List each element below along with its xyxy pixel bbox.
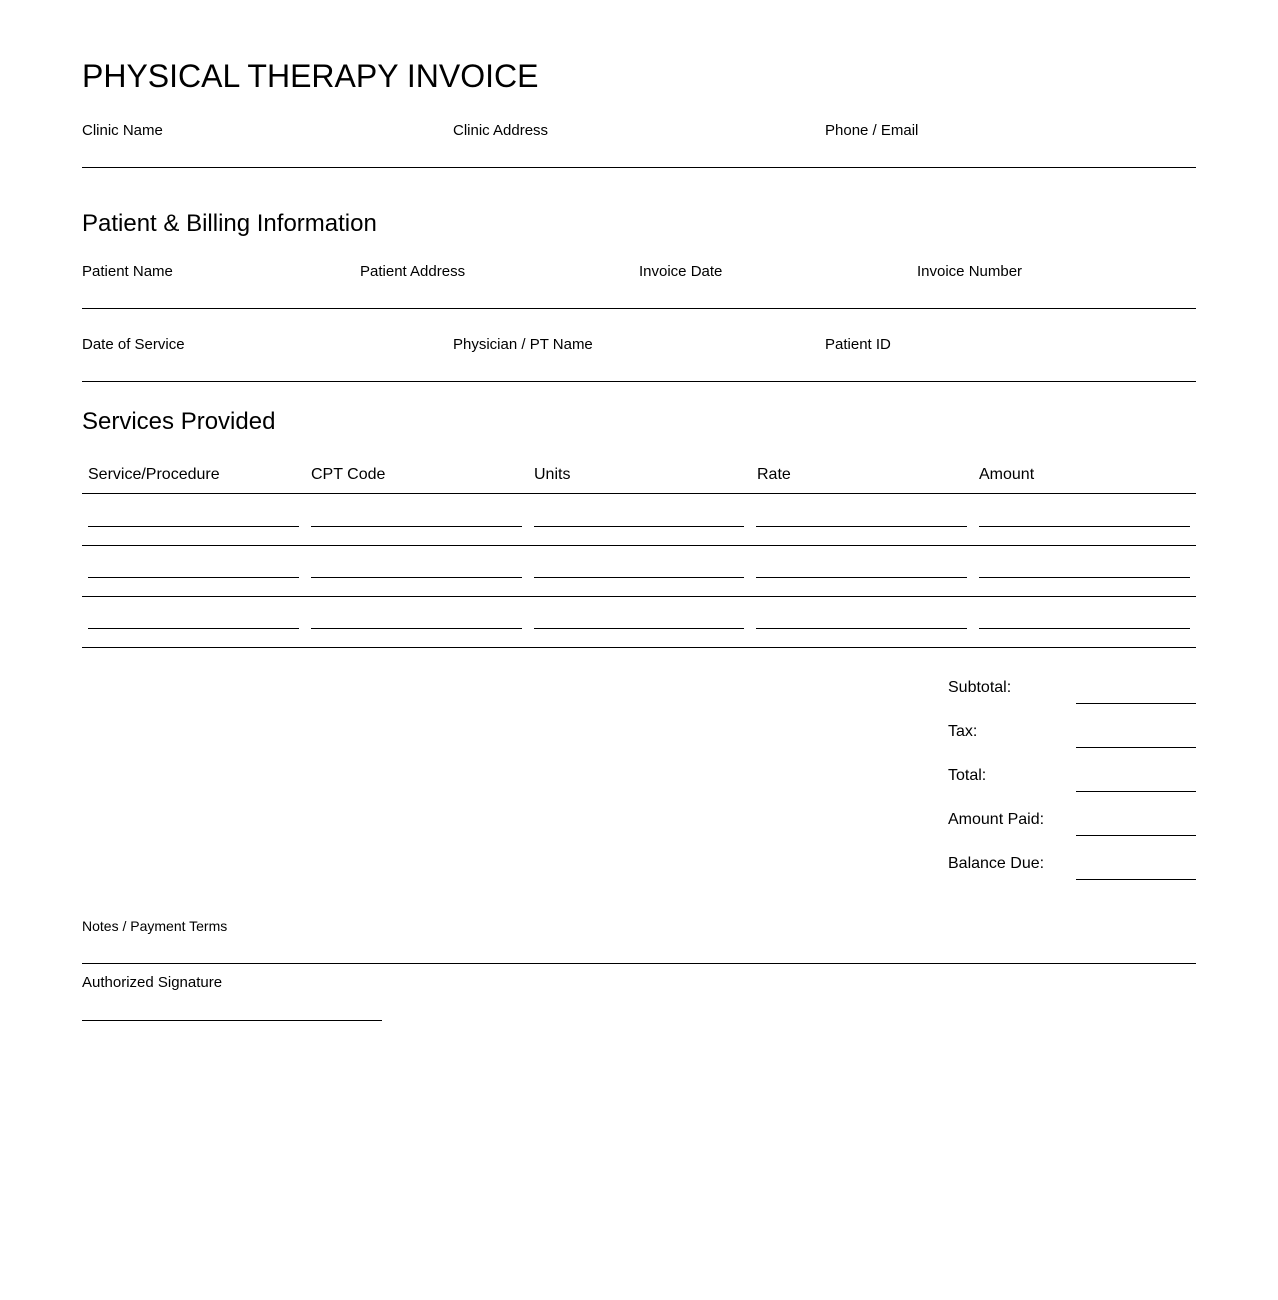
subtotal-input[interactable] bbox=[1076, 703, 1196, 704]
col-units: Units bbox=[534, 466, 571, 483]
invoice-number-field[interactable]: Invoice Number bbox=[917, 263, 1023, 280]
total-label: Total: bbox=[948, 767, 987, 784]
notes-field[interactable] bbox=[82, 917, 1196, 964]
signature-label: Authorized Signature bbox=[82, 974, 223, 991]
cpt-code-input[interactable] bbox=[311, 577, 522, 578]
service-input[interactable] bbox=[88, 526, 299, 527]
service-input[interactable] bbox=[88, 628, 299, 629]
patient-info-row-2 bbox=[82, 334, 1196, 382]
subtotal-label: Subtotal: bbox=[948, 679, 1012, 696]
clinic-address-field[interactable]: Clinic Address bbox=[453, 122, 549, 139]
tax-label: Tax: bbox=[948, 723, 978, 740]
patient-name-field[interactable]: Patient Name bbox=[82, 263, 173, 280]
tax-input[interactable] bbox=[1076, 747, 1196, 748]
service-input[interactable] bbox=[88, 577, 299, 578]
date-of-service-field[interactable]: Date of Service bbox=[82, 336, 185, 353]
amount-input[interactable] bbox=[979, 577, 1190, 578]
balance-due-label: Balance Due: bbox=[948, 855, 1045, 872]
page-title: PHYSICAL THERAPY INVOICE bbox=[82, 58, 539, 94]
rate-input[interactable] bbox=[756, 577, 967, 578]
clinic-name-field[interactable]: Clinic Name bbox=[82, 122, 163, 139]
col-rate: Rate bbox=[757, 466, 791, 483]
amount-input[interactable] bbox=[979, 628, 1190, 629]
col-amount: Amount bbox=[979, 466, 1035, 483]
patient-address-field[interactable]: Patient Address bbox=[360, 263, 466, 280]
notes-label: Notes / Payment Terms bbox=[82, 918, 228, 934]
units-input[interactable] bbox=[534, 628, 744, 629]
phone-email-field[interactable]: Phone / Email bbox=[825, 122, 919, 139]
amount-input[interactable] bbox=[979, 526, 1190, 527]
cpt-code-input[interactable] bbox=[311, 628, 522, 629]
amount-paid-label: Amount Paid: bbox=[948, 811, 1045, 828]
services-table-header bbox=[82, 466, 1196, 494]
col-cpt-code: CPT Code bbox=[311, 466, 386, 483]
table-row bbox=[82, 545, 1196, 597]
balance-due-input[interactable] bbox=[1076, 879, 1196, 880]
cpt-code-input[interactable] bbox=[311, 526, 522, 527]
table-row bbox=[82, 494, 1196, 546]
rate-input[interactable] bbox=[756, 628, 967, 629]
col-service-procedure: Service/Procedure bbox=[88, 466, 220, 483]
patient-info-row-1 bbox=[82, 261, 1196, 309]
invoice-date-field[interactable]: Invoice Date bbox=[639, 263, 723, 280]
patient-id-field[interactable]: Patient ID bbox=[825, 336, 891, 353]
total-input[interactable] bbox=[1076, 791, 1196, 792]
signature-line[interactable] bbox=[82, 1020, 382, 1021]
clinic-info-row bbox=[82, 120, 1196, 168]
units-input[interactable] bbox=[534, 577, 744, 578]
table-row bbox=[82, 596, 1196, 648]
units-input[interactable] bbox=[534, 526, 744, 527]
patient-billing-heading: Patient & Billing Information bbox=[82, 210, 377, 237]
rate-input[interactable] bbox=[756, 526, 967, 527]
amount-paid-input[interactable] bbox=[1076, 835, 1196, 836]
services-heading: Services Provided bbox=[82, 408, 276, 435]
physician-name-field[interactable]: Physician / PT Name bbox=[453, 336, 593, 353]
